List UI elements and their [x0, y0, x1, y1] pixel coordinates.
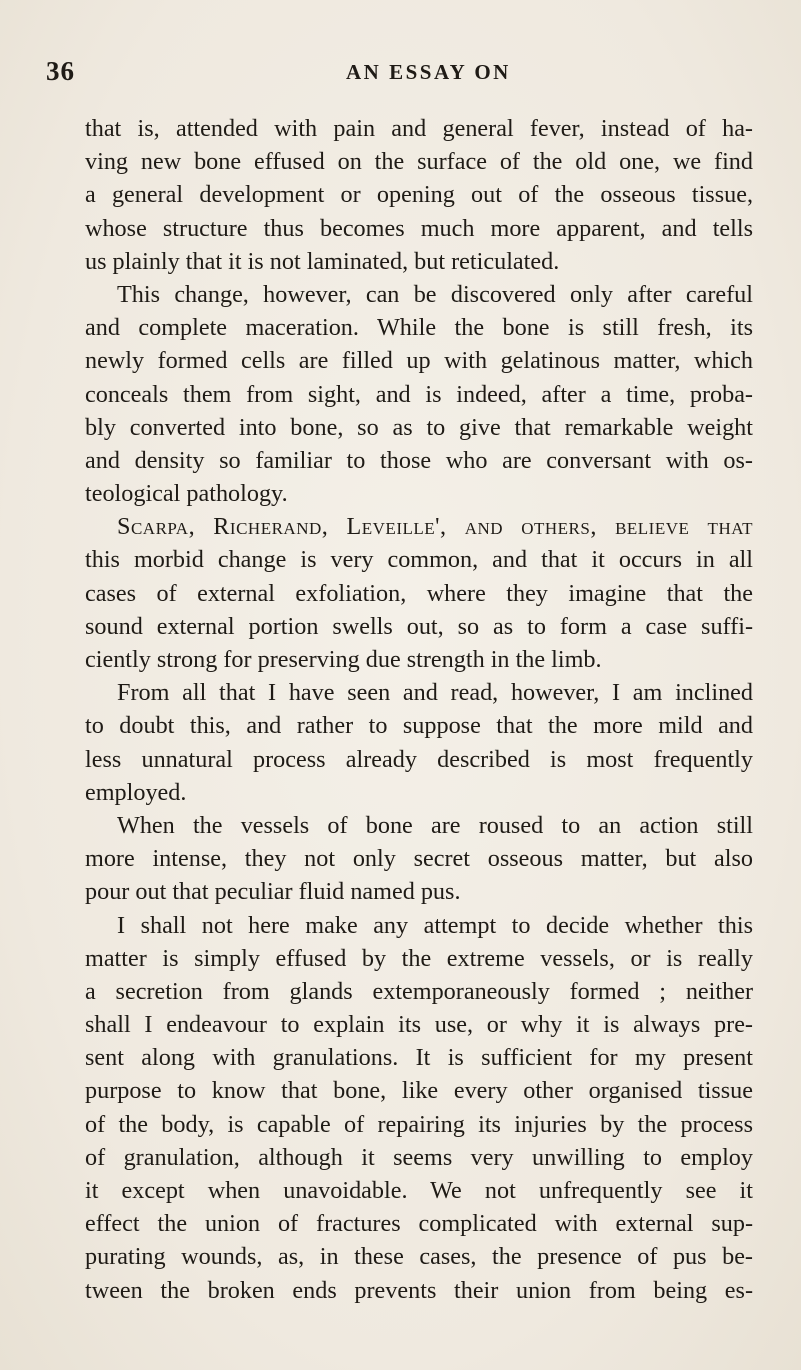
text-line: This change, however, can be discovered only after careful	[117, 280, 753, 308]
text-line: sent along with granulations. It is sufficient for my present	[85, 1044, 753, 1072]
text-line: purpose to know that bone, like every other organised tissue	[85, 1077, 753, 1105]
text-line: bly converted into bone, so as to give that remarkable weight	[85, 413, 753, 441]
text-line: of the body, is capable of repairing its injuries by the process	[85, 1110, 753, 1138]
text-line: matter is simply effused by the extreme vessels, or is really	[85, 944, 753, 972]
text-line: to doubt this, and rather to suppose that the more mild and	[85, 712, 753, 740]
page-number: 36	[46, 56, 75, 86]
text-line: tween the broken ends prevents their union from being es-	[85, 1276, 753, 1304]
text-line: When the vessels of bone are roused to an action still	[117, 811, 753, 839]
text-line: less unnatural process already described is most frequently	[85, 745, 753, 773]
text-line: ciently strong for preserving due strength in the limb.	[85, 646, 602, 673]
text-line: shall I endeavour to explain its use, or why it is always pre-	[85, 1011, 753, 1039]
running-title: AN ESSAY ON	[346, 60, 511, 84]
text-line: ving new bone effused on the surface of the old one, we find	[85, 148, 753, 176]
text-line: that is, attended with pain and general fever, instead of ha-	[85, 115, 753, 142]
text-line: sound external portion swells out, so as to form a case suffi-	[85, 612, 753, 640]
text-line: Scarpa, Richerand, Leveille', and others, believe that	[117, 513, 753, 541]
text-line: whose structure thus becomes much more apparent, and tells	[85, 214, 753, 242]
text-line: pour out that peculiar fluid named pus.	[85, 878, 461, 906]
text-line: and density so familiar to those who are conversant with os-	[85, 446, 753, 474]
body-text	[85, 112, 753, 1307]
text-line: I shall not here make any attempt to decide whether this	[117, 911, 753, 939]
text-line: cases of external exfoliation, where they imagine that the	[85, 579, 753, 607]
running-head	[46, 56, 761, 92]
text-line: teological pathology.	[85, 480, 288, 508]
text-line: it except when unavoidable. We not unfrequently see it	[85, 1177, 753, 1204]
text-line: of granulation, although it seems very unwilling to employ	[85, 1143, 753, 1171]
text-line: newly formed cells are filled up with gelatinous matter, which	[85, 347, 753, 375]
text-line: us plainly that it is not laminated, but reticulated.	[85, 247, 560, 275]
text-line: conceals them from sight, and is indeed, after a time, proba-	[85, 380, 753, 408]
text-line: From all that I have seen and read, however, I am inclined	[117, 679, 753, 707]
text-line: a general development or opening out of the osseous tissue,	[85, 181, 753, 209]
text-line: effect the union of fractures complicated with external sup-	[85, 1210, 753, 1238]
text-line: this morbid change is very common, and that it occurs in all	[85, 546, 753, 574]
text-line: employed.	[85, 778, 187, 806]
text-line: purating wounds, as, in these cases, the presence of pus be-	[85, 1243, 753, 1271]
text-line: a secretion from glands extemporaneously formed ; neither	[85, 977, 753, 1005]
text-line: and complete maceration. While the bone is still fresh, its	[85, 314, 753, 342]
text-line: more intense, they not only secret osseous matter, but also	[85, 845, 753, 873]
